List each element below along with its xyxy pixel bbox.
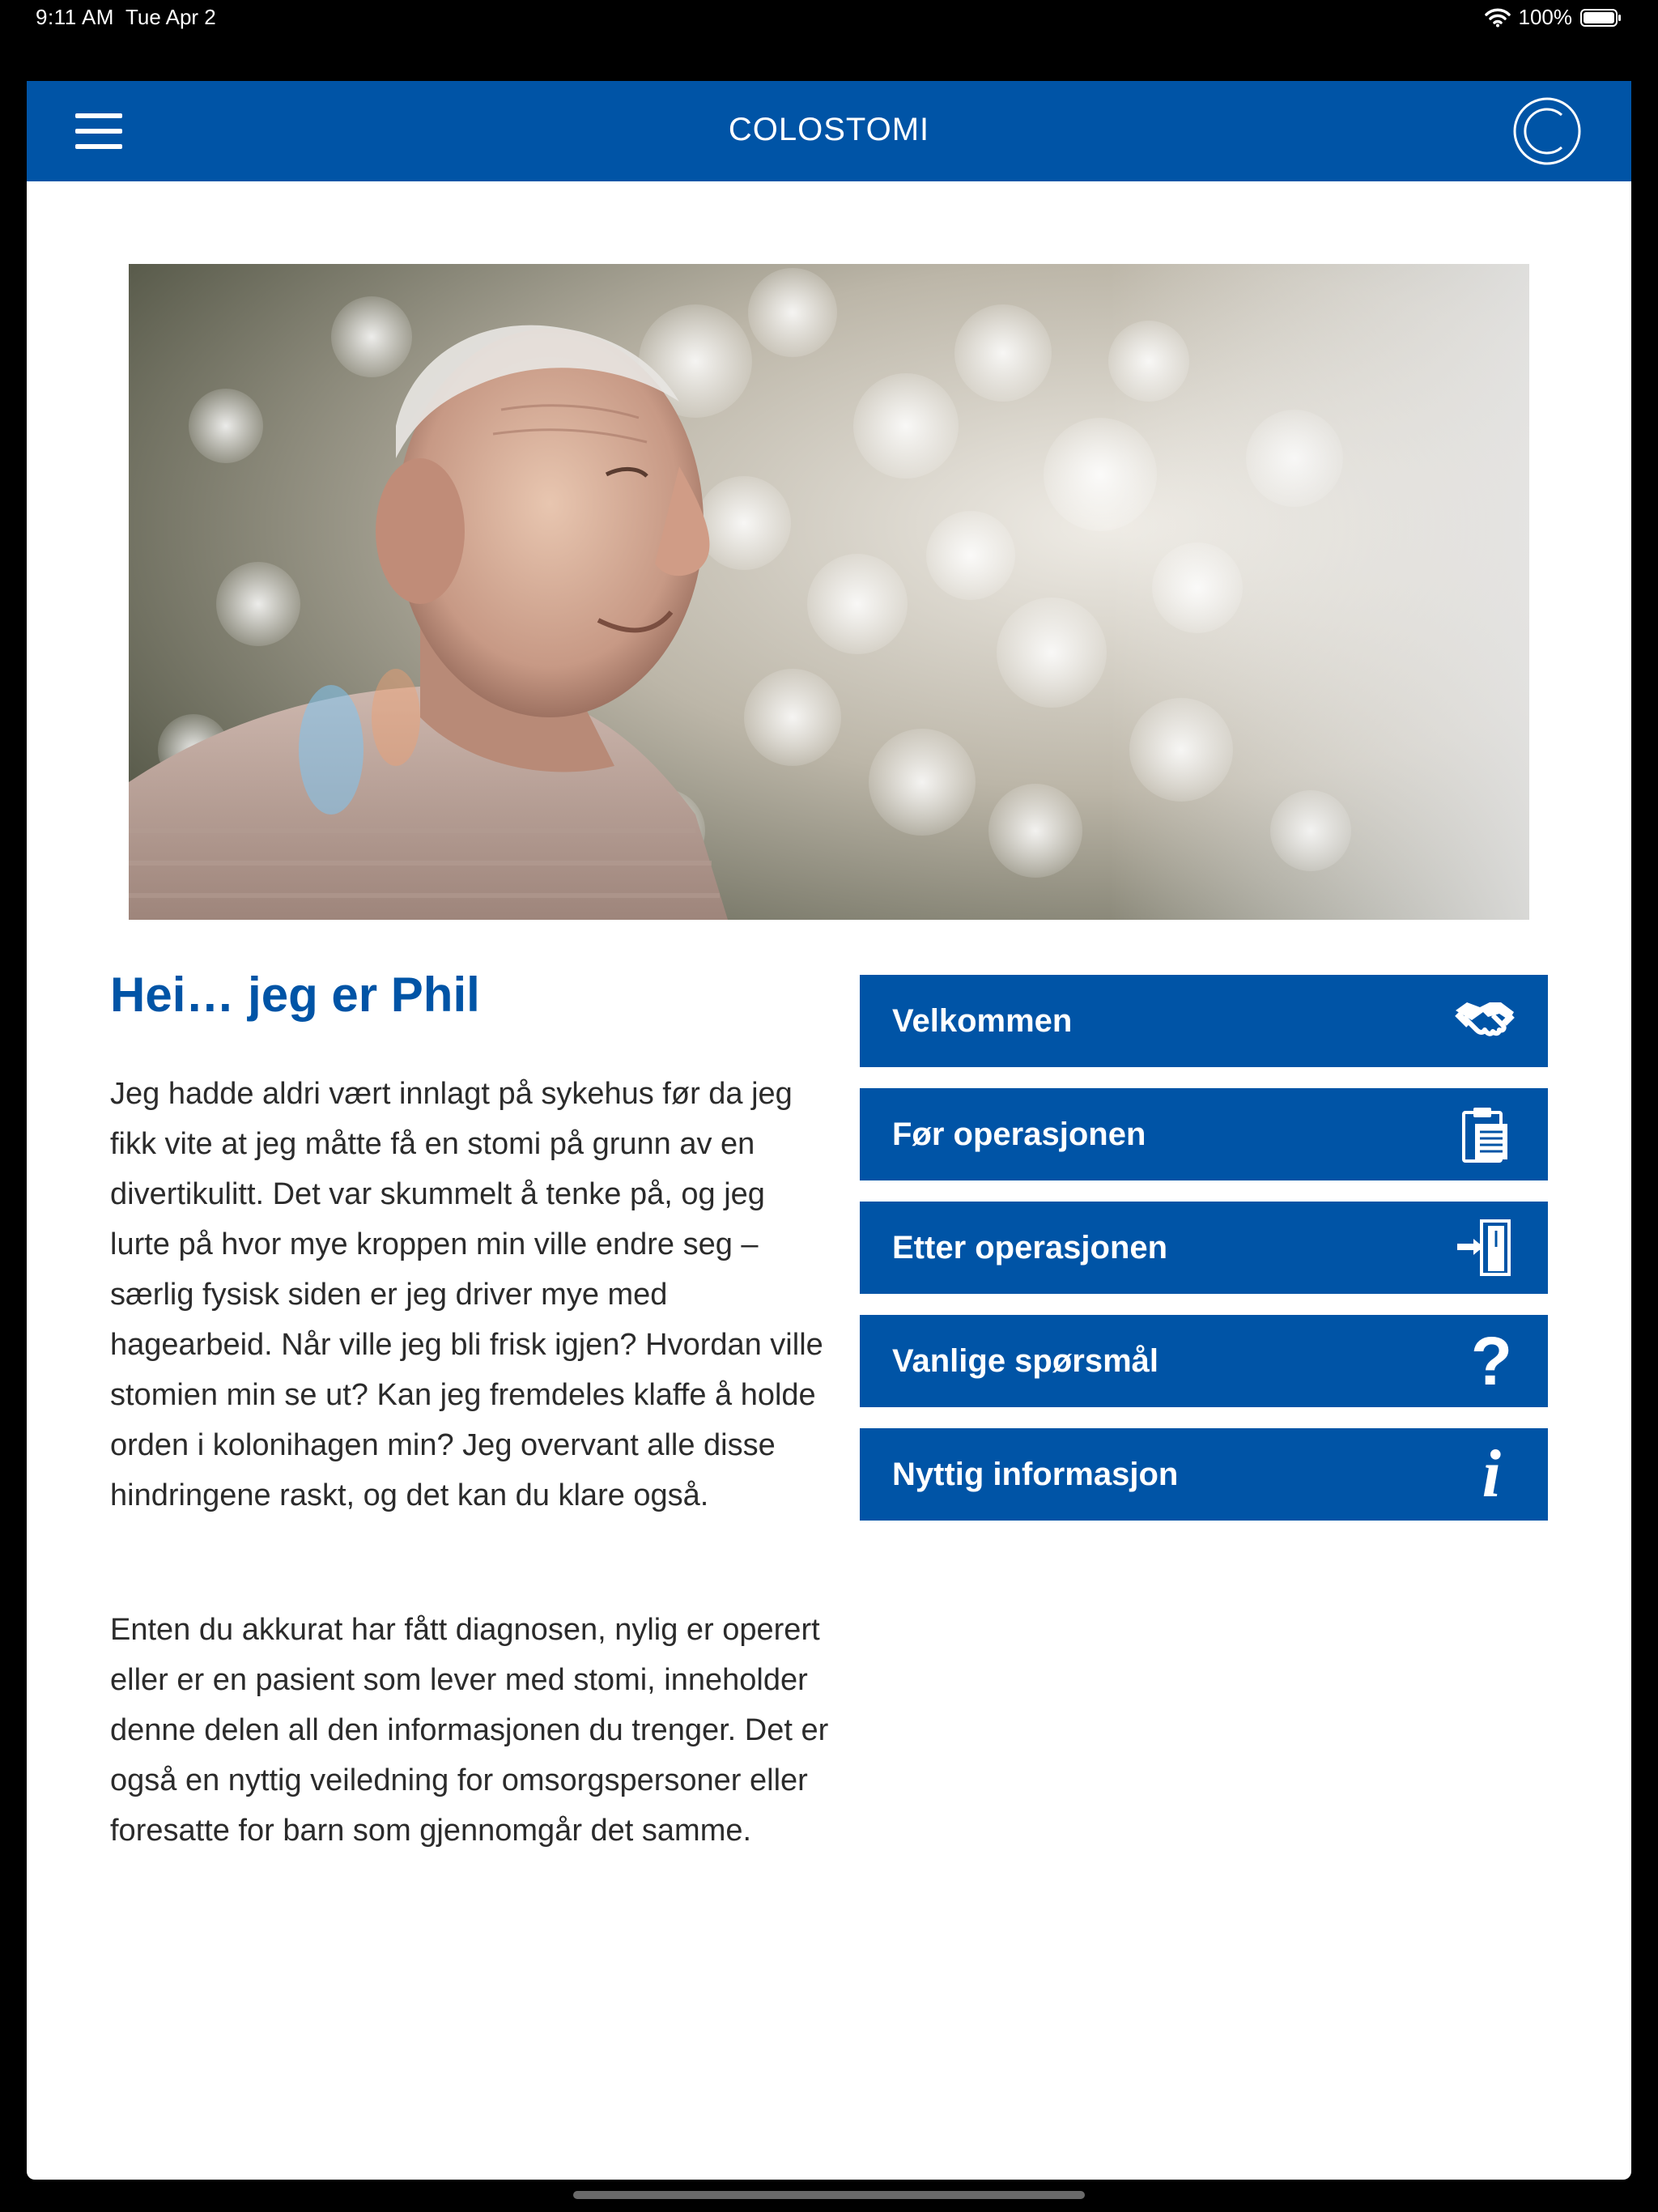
status-time: 9:11 AM (36, 5, 114, 29)
navbar (27, 81, 1631, 181)
app-window (27, 81, 1631, 2180)
section-menu (860, 975, 1548, 1542)
intro-paragraph-2: Enten du akkurat har fått diagnosen, nylig er operert eller er en pasient som lever med stomi, inneholder denne delen all den informasjonen du trenger. Det er også en nyttig veiledning for omsorgspersoner eller foresatte for barn som gjennomgår det samme. (110, 1613, 829, 1848)
status-bar (0, 0, 1658, 81)
intro-paragraph-1: Jeg hadde aldri vært innlagt på sykehus før da jeg fikk vite at jeg måtte få en stomi på grunn av en divertikulitt. Det var skummelt å tenke på, og jeg lurte på hvor mye kroppen min ville endre seg – særlig fysisk siden er jeg driver mye med hagearbeid. Når ville jeg bli frisk igjen? Hvordan ville stomien min se ut? Kan jeg fremdeles klaffe å holde orden i kolonihagen min? Jeg overvant alle disse hindringene raskt, og det kan du klare også. (110, 1077, 823, 1512)
menu-tile-nyttig-informasjon[interactable] (860, 1428, 1548, 1521)
clipboard-icon (1452, 1106, 1517, 1163)
door-exit-icon (1452, 1219, 1517, 1276)
wifi-icon (1485, 8, 1511, 28)
handshake-icon (1452, 993, 1517, 1049)
status-date: Tue Apr 2 (125, 5, 216, 29)
menu-tile-etter-operasjonen[interactable] (860, 1202, 1548, 1294)
battery-percentage: 100% (1518, 5, 1572, 29)
menu-tile-label: Før operasjonen (892, 1116, 1146, 1152)
info-icon: i (1482, 1436, 1501, 1512)
status-indicators (1485, 5, 1623, 30)
question-icon: ? (1470, 1323, 1512, 1399)
menu-tile-for-operasjonen[interactable] (860, 1088, 1548, 1180)
battery-icon (1580, 8, 1622, 28)
menu-tile-label: Vanlige spørsmål (892, 1342, 1159, 1379)
menu-tile-label: Velkommen (892, 1002, 1073, 1039)
menu-tile-vanlige-sporsmal[interactable] (860, 1315, 1548, 1407)
hero-image (129, 264, 1529, 920)
menu-tile-velkommen[interactable] (860, 975, 1548, 1067)
menu-tile-label: Etter operasjonen (892, 1229, 1168, 1266)
page-headline: Hei… jeg er Phil (110, 968, 480, 1022)
page-title: COLOSTOMI (728, 112, 930, 147)
coloplast-logo-icon[interactable] (1511, 96, 1583, 167)
home-indicator[interactable] (573, 2191, 1085, 2199)
menu-tile-label: Nyttig informasjon (892, 1456, 1179, 1492)
